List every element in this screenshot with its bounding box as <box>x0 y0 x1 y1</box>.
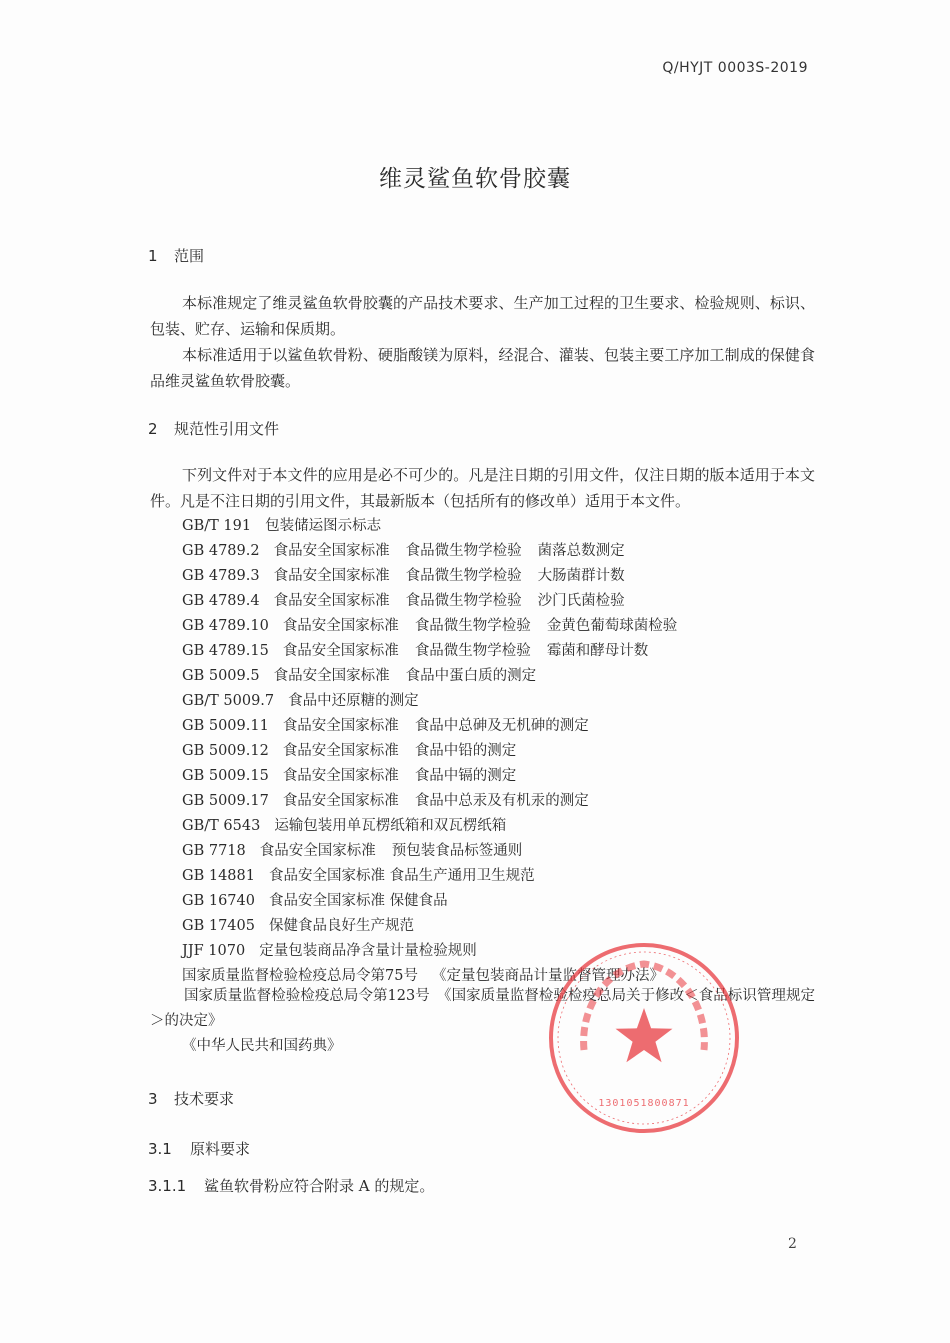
subsection-title: 原料要求 <box>190 1140 251 1158</box>
reference-code: JJF 1070 <box>182 943 246 959</box>
reference-title-segment: 食品中总汞及有机汞的测定 <box>414 793 589 809</box>
reference-title-segment: 食品微生物学检验 <box>414 643 531 659</box>
reference-title-segment: 食品安全国家标准 <box>273 543 390 559</box>
reference-item <box>182 839 693 864</box>
reference-item <box>182 564 693 589</box>
reference-title-segment: 食品安全国家标准 食品生产通用卫生规范 <box>268 868 535 884</box>
reference-title-segment: 食品安全国家标准 <box>282 618 399 634</box>
reference-title-segment: 食品微生物学检验 <box>414 618 531 634</box>
reference-code: GB 4789.2 <box>182 543 260 559</box>
section-3-heading <box>148 1088 234 1109</box>
reference-title-segment: 包装储运图示标志 <box>265 518 382 534</box>
reference-title-segment: 食品安全国家标准 <box>282 793 399 809</box>
reference-item <box>182 864 693 889</box>
scope-paragraph-1: 本标准规定了维灵鲨鱼软骨胶囊的产品技术要求、生产加工过程的卫生要求、检验规则、标识、包装、贮存、运输和保质期。 <box>150 294 815 338</box>
reference-title-segment: 食品中还原糖的测定 <box>288 693 419 709</box>
reference-title-segment: 保健食品良好生产规范 <box>268 918 414 934</box>
reference-title-segment: 沙门氏菌检验 <box>537 593 625 609</box>
clause-text: 鲨鱼软骨粉应符合附录 A 的规定。 <box>204 1177 435 1195</box>
reference-title-segment: 金黄色葡萄球菌检验 <box>546 618 678 634</box>
reference-title-segment: 《定量包装商品计量监督管理办法》 <box>431 968 664 984</box>
reference-code: 国家质量监督检验检疫总局令第75号 <box>182 968 418 984</box>
reference-title-segment: 食品安全国家标准 <box>259 843 376 859</box>
section-number: 1 <box>148 247 158 265</box>
reference-code: GB 14881 <box>182 868 255 884</box>
clause-3-1-1 <box>148 1175 434 1196</box>
reference-title-segment: 食品中总砷及无机砷的测定 <box>414 718 589 734</box>
reference-item <box>182 739 693 764</box>
reference-title-segment: 预包装食品标签通则 <box>391 843 523 859</box>
reference-title-segment: 食品安全国家标准 <box>273 668 390 684</box>
reference-code: GB 4789.15 <box>182 643 269 659</box>
reference-title-segment: 食品微生物学检验 <box>405 593 522 609</box>
section-number: 3 <box>148 1090 158 1108</box>
section-1-heading <box>148 245 204 266</box>
reference-item <box>182 764 693 789</box>
reference-item <box>182 614 693 639</box>
reference-title-segment: 定量包装商品净含量计量检验规则 <box>259 943 477 959</box>
subsection-number: 3.1 <box>148 1140 172 1158</box>
seal-code: 1301051800871 <box>598 1098 690 1109</box>
standard-code: Q/HYJT 0003S-2019 <box>662 60 808 76</box>
reference-code: GB 7718 <box>182 843 246 859</box>
reference-code: GB 17405 <box>182 918 255 934</box>
star-icon <box>616 1008 673 1062</box>
reference-title-segment: 运输包装用单瓦楞纸箱和双瓦楞纸箱 <box>274 818 507 834</box>
reference-title-segment: 食品安全国家标准 保健食品 <box>268 893 448 909</box>
reference-code: GB/T 5009.7 <box>182 693 275 709</box>
section-number: 2 <box>148 420 158 438</box>
page-number: 2 <box>788 1236 797 1252</box>
reference-item <box>182 639 693 664</box>
reference-title-segment: 食品微生物学检验 <box>405 568 522 584</box>
reference-title-segment: 食品中蛋白质的测定 <box>405 668 537 684</box>
reference-title-segment: 食品安全国家标准 <box>282 768 399 784</box>
subsection-3-1-heading <box>148 1138 250 1159</box>
reference-code: GB 5009.17 <box>182 793 269 809</box>
reference-code: GB 4789.4 <box>182 593 260 609</box>
reference-item <box>182 689 693 714</box>
reference-title-segment: 食品中铅的测定 <box>414 743 517 759</box>
reference-item <box>182 814 693 839</box>
reference-item <box>182 664 693 689</box>
reference-item <box>182 789 693 814</box>
document-title: 维灵鲨鱼软骨胶囊 <box>379 166 571 192</box>
reference-code: GB 5009.15 <box>182 768 269 784</box>
reference-item <box>182 889 693 914</box>
reference-list <box>182 514 693 989</box>
reference-title-segment: 食品安全国家标准 <box>282 643 399 659</box>
reference-title-segment: 食品安全国家标准 <box>273 593 390 609</box>
reference-title-segment: 食品安全国家标准 <box>282 743 399 759</box>
section-2-heading <box>148 418 279 439</box>
official-seal-stamp <box>544 938 744 1138</box>
reference-item <box>182 539 693 564</box>
clause-number: 3.1.1 <box>148 1177 187 1195</box>
reference-code: GB/T 6543 <box>182 818 261 834</box>
reference-code: GB 16740 <box>182 893 255 909</box>
reference-title-segment: 食品安全国家标准 <box>273 568 390 584</box>
section-title: 规范性引用文件 <box>174 420 280 438</box>
reference-title-segment: 食品安全国家标准 <box>282 718 399 734</box>
section-title: 技术要求 <box>174 1090 235 1108</box>
reference-title-segment: 菌落总数测定 <box>537 543 625 559</box>
reference-item <box>182 714 693 739</box>
reference-code: GB 4789.3 <box>182 568 260 584</box>
reference-item <box>182 514 693 539</box>
reference-item-123: 国家质量监督检验检疫总局令第123号 《国家质量监督检验检疫总局关于修改＜食品标识管理规定＞的决定》 <box>150 988 815 1029</box>
reference-title-segment: 食品微生物学检验 <box>405 543 522 559</box>
reference-code: GB 4789.10 <box>182 618 269 634</box>
reference-code: GB 5009.11 <box>182 718 269 734</box>
reference-item <box>182 589 693 614</box>
reference-title-segment: 霉菌和酵母计数 <box>546 643 649 659</box>
scope-paragraph-2: 本标准适用于以鲨鱼软骨粉、硬脂酸镁为原料，经混合、灌装、包装主要工序加工制成的保健食品维灵鲨鱼软骨胶囊。 <box>150 346 815 390</box>
reference-item <box>182 914 693 939</box>
reference-code: GB 5009.12 <box>182 743 269 759</box>
section-title: 范围 <box>174 247 205 265</box>
reference-item-pharmacopoeia: 《中华人民共和国药典》 <box>182 1038 342 1054</box>
reference-title-segment: 食品中镉的测定 <box>414 768 517 784</box>
reference-title-segment: 大肠菌群计数 <box>537 568 625 584</box>
reference-code: GB/T 191 <box>182 518 252 534</box>
reference-code: GB 5009.5 <box>182 668 260 684</box>
references-intro: 下列文件对于本文件的应用是必不可少的。凡是注日期的引用文件，仅注日期的版本适用于本文件。凡是不注日期的引用文件，其最新版本（包括所有的修改单）适用于本文件。 <box>150 466 815 510</box>
